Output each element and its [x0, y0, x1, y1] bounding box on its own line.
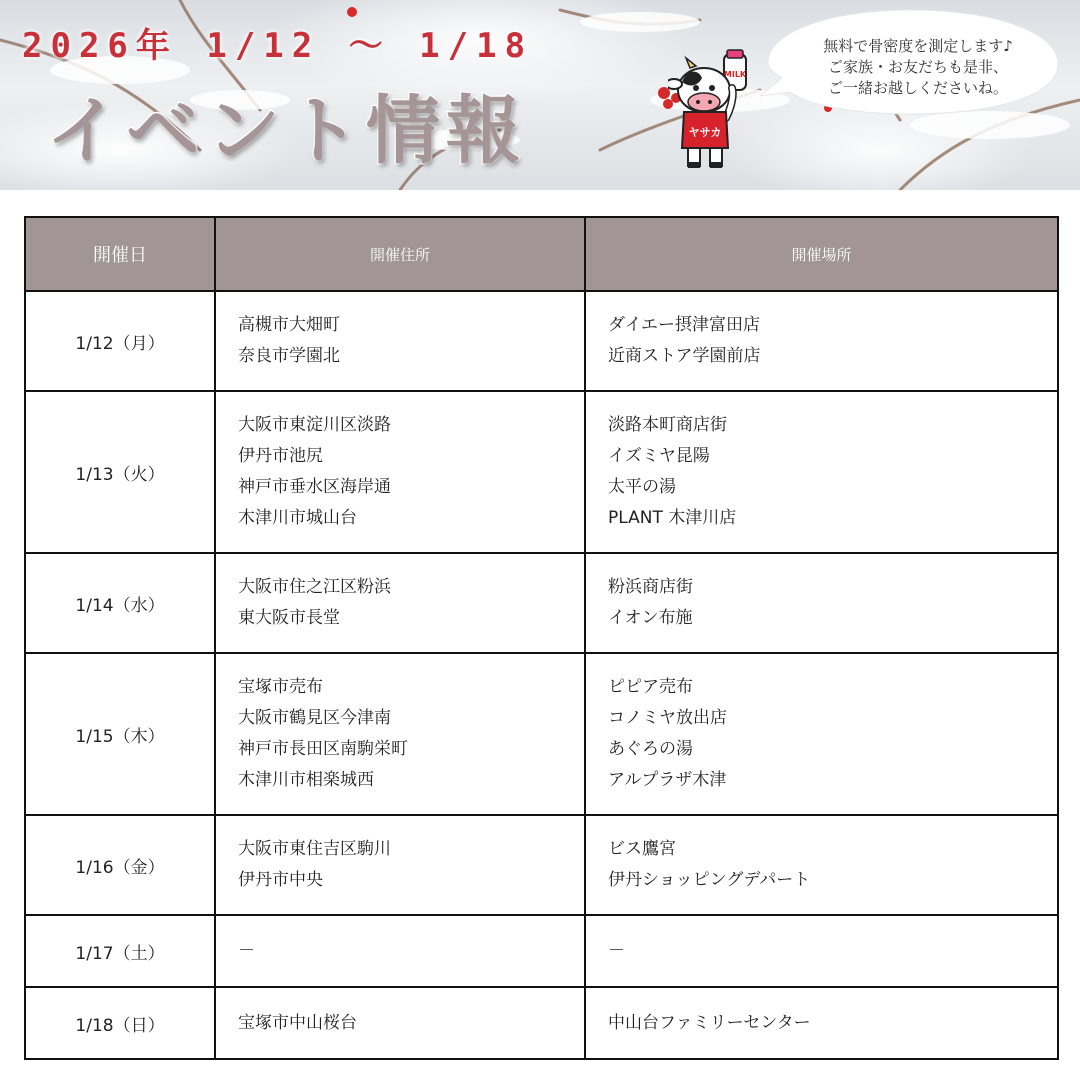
svg-text:MILK: MILK — [723, 70, 747, 79]
event-venue-cell — [585, 653, 1058, 815]
venue-line: イオン布施 — [608, 608, 693, 628]
table-row — [25, 653, 1058, 815]
table-row — [25, 553, 1058, 653]
venue-line: ピピア売布 — [608, 677, 693, 697]
event-date: 1/18（日） — [25, 987, 215, 1059]
table-row — [25, 391, 1058, 553]
table-row — [25, 987, 1058, 1059]
cow-mascot-icon — [668, 48, 758, 172]
event-address-cell — [215, 291, 585, 391]
event-date: 1/16（金） — [25, 815, 215, 915]
venue-line: PLANT 木津川店 — [608, 508, 737, 528]
date-range: 2026年 1/12 ～ 1/18 — [22, 26, 534, 66]
svg-text:ヤサカ: ヤサカ — [688, 126, 722, 139]
event-address-cell — [215, 553, 585, 653]
venue-line: イズミヤ昆陽 — [608, 446, 710, 466]
address-line: 伊丹市池尻 — [238, 446, 323, 466]
event-venue-cell — [585, 391, 1058, 553]
address-line: 大阪市東住吉区駒川 — [238, 839, 391, 859]
table-header-row — [25, 217, 1058, 291]
venue-line: － — [608, 940, 625, 961]
address-line: 木津川市相楽城西 — [238, 770, 374, 790]
table-row — [25, 915, 1058, 987]
speech-line: ご家族・お友だちも是非、 — [827, 58, 1008, 76]
header-date: 開催日 — [25, 217, 215, 291]
header-venue: 開催場所 — [585, 217, 1058, 291]
address-line: 宝塚市中山桜台 — [238, 1012, 357, 1033]
event-address-cell — [215, 915, 585, 987]
venue-line: 淡路本町商店街 — [608, 415, 727, 435]
event-date: 1/14（水） — [25, 553, 215, 653]
event-venue-cell — [585, 291, 1058, 391]
address-line: － — [238, 940, 255, 961]
speech-line: 無料で骨密度を測定します♪ — [823, 37, 1013, 55]
event-date: 1/13（火） — [25, 391, 215, 553]
venue-line: 伊丹ショッピングデパート — [608, 870, 811, 890]
venue-line: 太平の湯 — [608, 477, 676, 497]
table-body — [25, 291, 1058, 1059]
venue-line: 粉浜商店街 — [608, 577, 693, 597]
venue-line: アルプラザ木津 — [608, 770, 727, 790]
event-address-cell — [215, 653, 585, 815]
table-row — [25, 291, 1058, 391]
venue-line: 中山台ファミリーセンター — [608, 1012, 811, 1033]
address-line: 大阪市住之江区粉浜 — [238, 577, 391, 597]
speech-bubble — [760, 6, 1062, 118]
event-venue-cell — [585, 815, 1058, 915]
event-venue-cell — [585, 915, 1058, 987]
address-line: 伊丹市中央 — [238, 870, 323, 890]
address-line: 高槻市大畑町 — [238, 315, 340, 335]
speech-text — [788, 36, 1048, 99]
venue-line: ダイエー摂津富田店 — [608, 315, 760, 335]
address-line: 木津川市城山台 — [238, 508, 357, 528]
event-venue-cell — [585, 553, 1058, 653]
address-line: 奈良市学園北 — [238, 346, 340, 366]
venue-line: ビス鷹宮 — [608, 839, 676, 859]
address-line: 宝塚市売布 — [238, 677, 323, 697]
table-row — [25, 815, 1058, 915]
venue-line: 近商ストア学園前店 — [608, 346, 761, 366]
page-title: イベント情報 — [46, 88, 526, 174]
speech-line: ご一緒お越しくださいね。 — [827, 79, 1008, 97]
event-address-cell — [215, 391, 585, 553]
venue-line: コノミヤ放出店 — [608, 708, 727, 728]
event-date: 1/12（月） — [25, 291, 215, 391]
event-date: 1/15（木） — [25, 653, 215, 815]
event-date: 1/17（土） — [25, 915, 215, 987]
address-line: 東大阪市長堂 — [238, 608, 340, 628]
header-address: 開催住所 — [215, 217, 585, 291]
address-line: 神戸市垂水区海岸通 — [238, 477, 391, 497]
event-address-cell — [215, 987, 585, 1059]
address-line: 大阪市東淀川区淡路 — [238, 415, 391, 435]
event-address-cell — [215, 815, 585, 915]
event-venue-cell — [585, 987, 1058, 1059]
venue-line: あぐろの湯 — [608, 739, 693, 759]
address-line: 大阪市鶴見区今津南 — [238, 708, 391, 728]
event-schedule-table — [24, 216, 1059, 1060]
address-line: 神戸市長田区南駒栄町 — [238, 739, 408, 759]
header-banner — [0, 0, 1080, 190]
